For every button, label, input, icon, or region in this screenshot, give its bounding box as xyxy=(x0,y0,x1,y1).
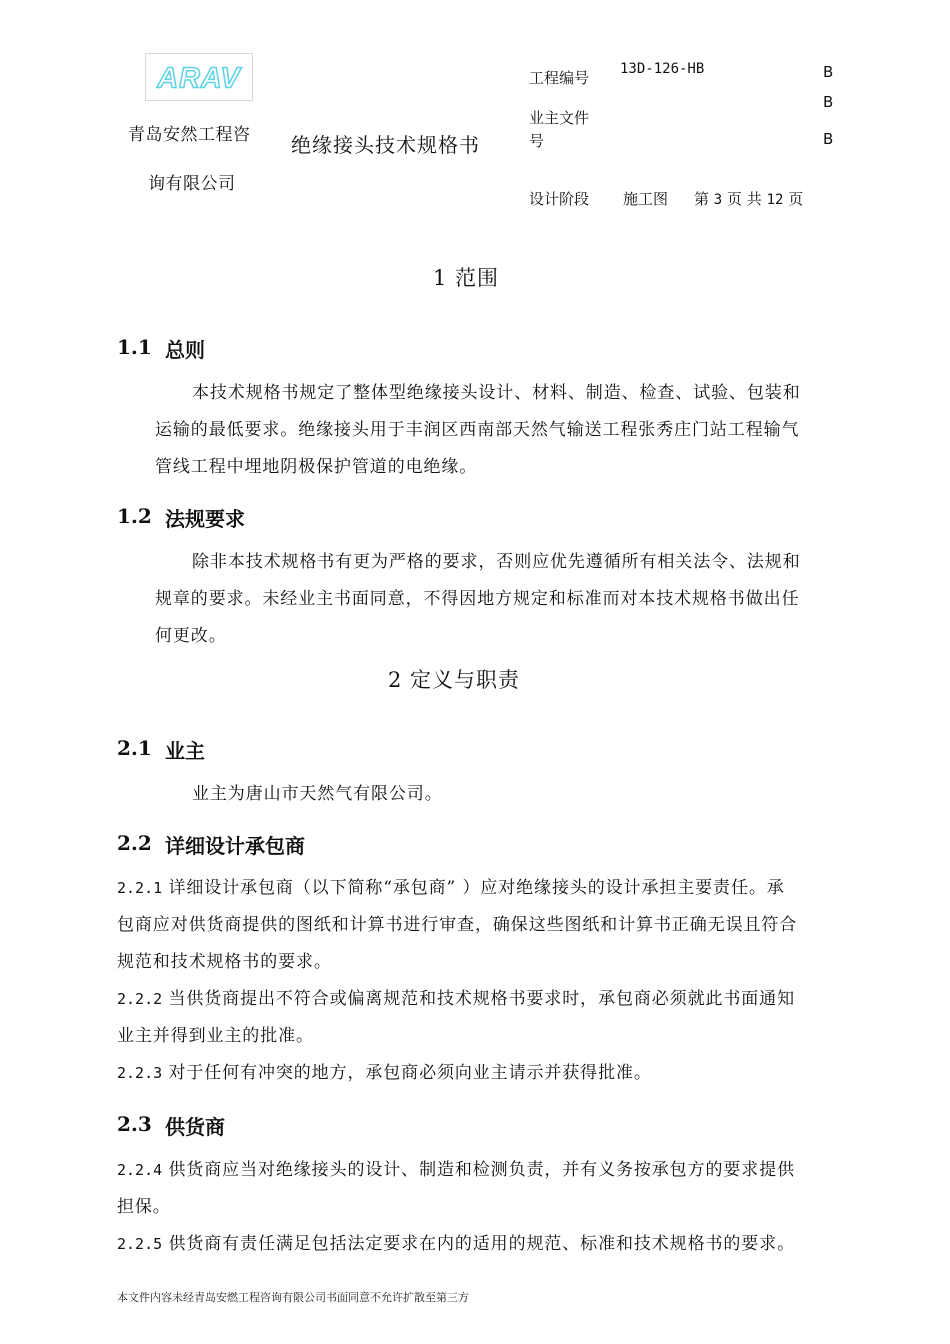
owner-doc-label-line1: 业主文件 xyxy=(529,109,590,127)
item-2-2-1-text: 详细设计承包商（以下简称“承包商” ）应对绝缘接头的设计承担主要责任。承 xyxy=(168,878,785,898)
section-1-1-line: 运输的最低要求。绝缘接头用于丰润区西南部天然气输送工程张秀庄门站工程输气 xyxy=(155,420,800,440)
item-2-2-4-number: 2.2.4 xyxy=(117,1161,163,1179)
section-1-2-line: 规章的要求。未经业主书面同意，不得因地方规定和标准而对本技术规格书做出任 xyxy=(155,589,800,609)
section-1-1-number: 1.1 xyxy=(117,335,152,359)
project-no-label: 工程编号 xyxy=(529,69,590,87)
logo-text: ARAV xyxy=(157,62,241,95)
design-stage-label: 设计阶段 xyxy=(529,190,590,208)
revision-1: B xyxy=(823,63,834,81)
company-name-line2: 询有限公司 xyxy=(148,174,236,194)
section-2-2-title: 详细设计承包商 xyxy=(165,834,305,858)
section-2-2-number: 2.2 xyxy=(117,831,152,855)
item-2-2-2-line1 xyxy=(117,984,795,1009)
item-2-2-3-line1 xyxy=(117,1058,652,1083)
section-1-2-number: 1.2 xyxy=(117,504,152,528)
section-1-1-line: 本技术规格书规定了整体型绝缘接头设计、材料、制造、检查、试验、包装和 xyxy=(192,383,801,403)
confidentiality-footer: 本文件内容未经青岛安燃工程咨询有限公司书面同意不允许扩散至第三方 xyxy=(117,1291,469,1304)
item-2-2-5-line1 xyxy=(117,1229,795,1254)
section-2-3-number: 2.3 xyxy=(117,1112,152,1136)
item-2-2-2-text: 当供货商提出不符合或偏离规范和技术规格书要求时，承包商必须就此书面通知 xyxy=(168,989,795,1009)
design-stage-value: 施工图 xyxy=(623,190,669,208)
document-title: 绝缘接头技术规格书 xyxy=(291,133,480,157)
item-2-2-4-line1 xyxy=(117,1155,795,1180)
company-logo xyxy=(145,53,253,101)
page-indicator xyxy=(694,188,803,209)
section-2-1-line: 业主为唐山市天然气有限公司。 xyxy=(192,784,443,804)
logo-graphic xyxy=(146,54,252,100)
company-name-line1: 青岛安然工程咨 xyxy=(128,125,251,145)
section-1-1-line: 管线工程中埋地阴极保护管道的电绝缘。 xyxy=(155,457,478,477)
section-2-1-title: 业主 xyxy=(165,739,205,763)
chapter-1-title: 1 范围 xyxy=(433,266,500,290)
item-2-2-1-line1 xyxy=(117,873,785,898)
revision-2: B xyxy=(823,93,834,111)
item-2-2-4-line: 担保。 xyxy=(117,1197,171,1217)
revision-3: B xyxy=(823,130,834,148)
item-2-2-1-number: 2.2.1 xyxy=(117,879,163,897)
section-1-2-line: 何更改。 xyxy=(155,626,227,646)
item-2-2-4-text: 供货商应当对绝缘接头的设计、制造和检测负责，并有义务按承包方的要求提供 xyxy=(168,1160,795,1180)
item-2-2-3-text: 对于任何有冲突的地方，承包商必须向业主请示并获得批准。 xyxy=(168,1063,652,1083)
project-no-value: 13D-126-HB xyxy=(620,61,705,77)
page-total: 12 xyxy=(766,192,784,208)
item-2-2-5-text: 供货商有责任满足包括法定要求在内的适用的规范、标准和技术规格书的要求。 xyxy=(168,1234,795,1254)
page-prefix: 第 xyxy=(694,190,710,208)
section-2-1-number: 2.1 xyxy=(117,736,152,760)
page-mid: 页 共 xyxy=(727,190,762,208)
item-2-2-2-line: 业主并得到业主的批准。 xyxy=(117,1026,314,1046)
section-1-2-line: 除非本技术规格书有更为严格的要求，否则应优先遵循所有相关法令、法规和 xyxy=(192,552,801,572)
item-2-2-3-number: 2.2.3 xyxy=(117,1064,163,1082)
chapter-2-title: 2 定义与职责 xyxy=(388,668,521,692)
section-2-3-title: 供货商 xyxy=(165,1115,225,1139)
item-2-2-5-number: 2.2.5 xyxy=(117,1235,163,1253)
item-2-2-1-line: 包商应对供货商提供的图纸和计算书进行审查，确保这些图纸和计算书正确无误且符合 xyxy=(117,915,798,935)
item-2-2-1-line: 规范和技术规格书的要求。 xyxy=(117,952,332,972)
owner-doc-label-line2: 号 xyxy=(529,132,545,150)
page-current: 3 xyxy=(713,192,723,208)
section-1-2-title: 法规要求 xyxy=(165,507,245,531)
section-1-1-title: 总则 xyxy=(165,338,205,362)
page-suffix: 页 xyxy=(788,190,804,208)
item-2-2-2-number: 2.2.2 xyxy=(117,990,163,1008)
